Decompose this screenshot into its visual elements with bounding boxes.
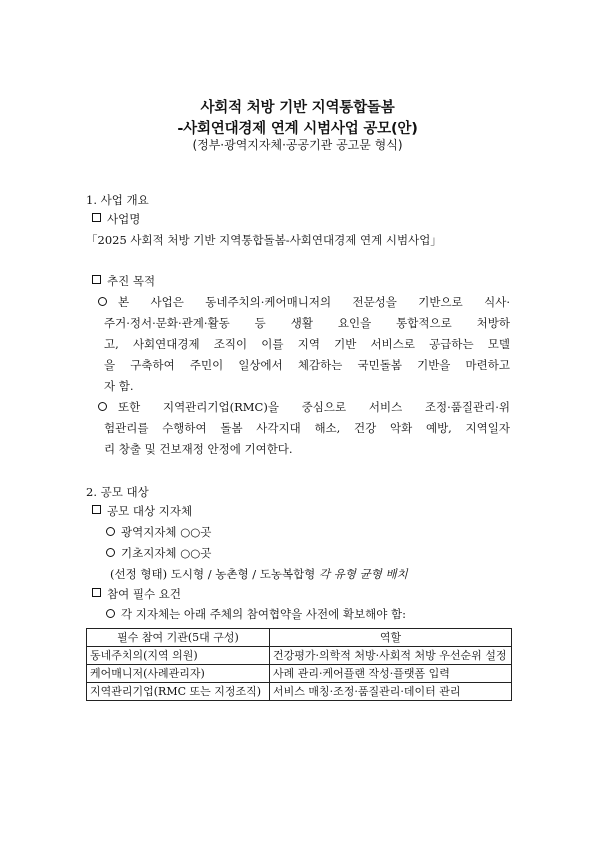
target-label: 공모 대상 지자체 bbox=[107, 504, 193, 518]
table-cell: 서비스 매칭·조정·품질관리·데이터 관리 bbox=[270, 683, 512, 701]
purpose-bullet-icon bbox=[98, 399, 113, 415]
checkbox-square-icon bbox=[92, 505, 101, 514]
table-header-row bbox=[87, 629, 512, 647]
table-cell: 케어매니저(사례관리자) bbox=[87, 665, 270, 683]
table-row bbox=[87, 665, 512, 683]
table-cell: 동네주치의(지역 의원) bbox=[87, 647, 270, 665]
purpose-item-2-line3: 리 창출 및 건보재정 안정에 기여한다. bbox=[104, 442, 293, 456]
section1-heading: 1. 사업 개요 bbox=[86, 193, 149, 207]
required-participants-table bbox=[86, 628, 512, 701]
requirement-label: 참여 필수 요건 bbox=[107, 587, 181, 601]
bullet-circle-icon bbox=[106, 527, 115, 536]
table-cell: 건강평가·의학적 처방·사회적 처방 우선순위 설정 bbox=[270, 647, 512, 665]
selection-type bbox=[110, 566, 408, 582]
table-cell: 사례 관리·케어플랜 작성·플랫폼 입력 bbox=[270, 665, 512, 683]
requirement-heading bbox=[92, 586, 181, 602]
document-title-line1: 사회적 처방 기반 지역통합돌봄 bbox=[200, 100, 395, 116]
section2-heading: 2. 공모 대상 bbox=[86, 485, 149, 499]
purpose-item-1-line1: 본 사업은 동네주치의·케어매니저의 전문성을 기반으로 식사· bbox=[118, 295, 510, 309]
project-name-heading bbox=[92, 211, 140, 227]
target-item-1 bbox=[106, 524, 211, 540]
purpose-item-2-line1: 또한 지역관리기업(RMC)을 중심으로 서비스 조정·품질관리·위 bbox=[118, 400, 510, 414]
table-cell: 지역관리기업(RMC 또는 지정조직) bbox=[87, 683, 270, 701]
selection-type-emphasis: 각 유형 균형 배치 bbox=[318, 567, 408, 581]
table-header-cell: 필수 참여 기관(5대 구성) bbox=[87, 629, 270, 647]
document-subtitle: (정부·광역지자체·공공기관 공고문 형식) bbox=[192, 138, 403, 152]
table-row bbox=[87, 647, 512, 665]
project-name-label: 사업명 bbox=[107, 212, 141, 226]
purpose-bullet-icon bbox=[98, 294, 113, 310]
purpose-item-1-line3: 고, 사회연대경제 조직이 이를 지역 기반 서비스로 공급하는 모델 bbox=[104, 337, 510, 351]
checkbox-square-icon bbox=[92, 275, 101, 284]
bullet-circle-icon bbox=[106, 609, 115, 618]
selection-type-text: (선정 형태) 도시형 / 농촌형 / 도농복합형 bbox=[110, 567, 319, 581]
document-title-line2: -사회연대경제 연계 시범사업 공모(안) bbox=[177, 121, 418, 137]
purpose-item-1-line2: 주거·정서·문화·관계·활동 등 생활 요인을 통합적으로 처방하 bbox=[104, 316, 510, 330]
checkbox-square-icon bbox=[92, 588, 101, 597]
table-header-cell: 역할 bbox=[270, 629, 512, 647]
requirement-text-body: 각 지자체는 아래 주체의 참여협약을 사전에 확보해야 함: bbox=[121, 607, 406, 621]
target-item-1-text: 광역지자체 ○○곳 bbox=[121, 525, 212, 539]
bullet-circle-icon bbox=[106, 548, 115, 557]
target-item-2-text: 기초지자체 ○○곳 bbox=[121, 546, 212, 560]
table-row bbox=[87, 683, 512, 701]
checkbox-square-icon bbox=[92, 213, 101, 222]
purpose-heading bbox=[92, 273, 155, 289]
requirement-text bbox=[106, 606, 406, 622]
purpose-item-2-line2: 험관리를 수행하여 돌봄 사각지대 해소, 건강 악화 예방, 지역일자 bbox=[104, 421, 510, 435]
purpose-item-1-line4: 을 구축하여 주민이 일상에서 체감하는 국민돌봄 기반을 마련하고 bbox=[104, 358, 510, 372]
target-heading bbox=[92, 503, 192, 519]
purpose-label: 추진 목적 bbox=[107, 274, 156, 288]
purpose-item-1-line5: 자 함. bbox=[104, 379, 134, 393]
target-item-2 bbox=[106, 545, 211, 561]
project-name-value: 「2025 사회적 처방 기반 지역통합돌봄-사회연대경제 연계 시범사업」 bbox=[86, 233, 442, 247]
